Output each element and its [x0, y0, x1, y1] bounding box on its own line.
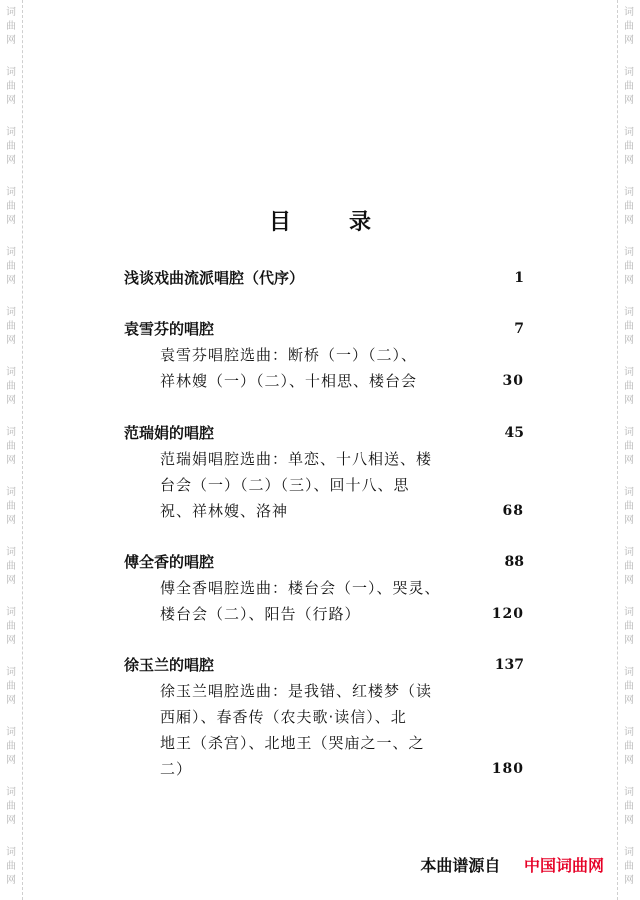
watermark-glyph: 曲 — [624, 681, 634, 692]
watermark-glyph: 曲 — [624, 501, 634, 512]
watermark-glyph: 曲 — [624, 741, 634, 752]
watermark-glyph: 网 — [6, 695, 16, 706]
watermark-glyph: 曲 — [624, 201, 634, 212]
watermark-glyph-group — [620, 6, 638, 48]
watermark-glyph: 网 — [624, 455, 634, 466]
toc-page-number: 88 — [504, 554, 524, 570]
toc-subentry-text: 袁雪芬唱腔选曲：断桥（一）（二）、 — [160, 346, 418, 364]
toc-section-1[interactable] — [124, 420, 524, 524]
toc-page-number: 45 — [504, 425, 524, 441]
watermark-glyph: 曲 — [624, 81, 634, 92]
watermark-glyph: 网 — [6, 275, 16, 286]
watermark-glyph: 词 — [624, 547, 634, 558]
watermark-glyph-group — [620, 726, 638, 768]
watermark-glyph: 网 — [624, 35, 634, 46]
watermark-glyph: 词 — [6, 787, 16, 798]
toc-subentry-text: 祝、祥林嫂、洛神 — [160, 502, 289, 520]
left-margin-watermark — [0, 0, 23, 900]
watermark-glyph: 词 — [6, 67, 16, 78]
watermark-glyph: 词 — [6, 607, 16, 618]
watermark-glyph: 曲 — [624, 141, 634, 152]
watermark-glyph: 网 — [624, 335, 634, 346]
watermark-glyph-group — [620, 306, 638, 348]
toc-section-title: 徐玉兰的唱腔 — [124, 656, 215, 674]
watermark-glyph: 网 — [6, 455, 16, 466]
watermark-glyph-group — [620, 846, 638, 888]
watermark-glyph: 网 — [624, 755, 634, 766]
watermark-glyph-group — [2, 126, 20, 168]
watermark-glyph: 曲 — [6, 21, 16, 32]
watermark-glyph: 曲 — [6, 681, 16, 692]
toc-page-number: 7 — [514, 321, 524, 337]
watermark-glyph: 网 — [624, 515, 634, 526]
watermark-glyph: 曲 — [624, 321, 634, 332]
watermark-glyph-group — [2, 246, 20, 288]
watermark-glyph: 词 — [624, 127, 634, 138]
watermark-glyph-group — [2, 726, 20, 768]
toc-subentry-text: 楼台会（二）、阳告（行路） — [160, 605, 361, 623]
toc-page-number: 68 — [502, 503, 524, 519]
toc-section-3[interactable] — [124, 652, 524, 782]
watermark-glyph: 网 — [624, 635, 634, 646]
toc-section-title: 傅全香的唱腔 — [124, 553, 215, 571]
toc-section-0[interactable] — [124, 316, 524, 394]
toc-section-2[interactable] — [124, 549, 524, 627]
watermark-glyph-group — [620, 486, 638, 528]
watermark-glyph: 网 — [6, 155, 16, 166]
watermark-glyph-group — [2, 306, 20, 348]
toc-entry-preface[interactable] — [124, 265, 524, 291]
watermark-glyph: 曲 — [6, 261, 16, 272]
toc-page-number: 180 — [491, 761, 524, 777]
watermark-glyph: 曲 — [6, 81, 16, 92]
watermark-glyph: 网 — [624, 815, 634, 826]
watermark-glyph: 网 — [624, 215, 634, 226]
watermark-glyph: 网 — [624, 695, 634, 706]
footer-source-text: 本曲谱源自 — [420, 856, 501, 875]
watermark-glyph-group — [620, 426, 638, 468]
toc-subentry-text: 傅全香唱腔选曲：楼台会（一）、哭灵、 — [160, 579, 441, 597]
toc-subentry-text: 地王（杀宫）、北地王（哭庙之一、之 — [160, 734, 425, 752]
toc-page-number: 1 — [514, 270, 524, 286]
toc-subentry-text: 祥林嫂（一）（二）、十相思、楼台会 — [160, 372, 418, 390]
right-margin-watermark — [617, 0, 640, 900]
toc-subentry-text: 范瑞娟唱腔选曲：单恋、十八相送、楼 — [160, 450, 433, 468]
watermark-glyph: 曲 — [6, 741, 16, 752]
watermark-glyph-group — [620, 666, 638, 708]
watermark-glyph-group — [620, 66, 638, 108]
watermark-glyph: 网 — [624, 155, 634, 166]
watermark-glyph: 曲 — [6, 201, 16, 212]
watermark-glyph: 词 — [624, 607, 634, 618]
watermark-glyph: 网 — [624, 575, 634, 586]
watermark-glyph: 网 — [6, 35, 16, 46]
watermark-glyph: 曲 — [624, 21, 634, 32]
watermark-glyph: 词 — [6, 187, 16, 198]
watermark-glyph: 网 — [6, 635, 16, 646]
footer-brand-link[interactable]: 中国词曲网 — [523, 856, 604, 875]
toc-subentry-text: 徐玉兰唱腔选曲：是我错、红楼梦（读 — [160, 682, 433, 700]
watermark-glyph: 网 — [624, 875, 634, 886]
watermark-glyph: 网 — [624, 275, 634, 286]
watermark-glyph: 网 — [6, 95, 16, 106]
toc-page-number: 30 — [502, 373, 524, 389]
watermark-glyph: 曲 — [6, 561, 16, 572]
watermark-glyph: 曲 — [6, 501, 16, 512]
watermark-glyph: 曲 — [624, 441, 634, 452]
watermark-glyph: 词 — [624, 847, 634, 858]
watermark-glyph: 曲 — [624, 801, 634, 812]
watermark-glyph: 词 — [6, 7, 16, 18]
watermark-glyph: 词 — [624, 187, 634, 198]
watermark-glyph: 网 — [6, 515, 16, 526]
watermark-glyph-group — [2, 846, 20, 888]
toc-page-number: 120 — [491, 606, 524, 622]
watermark-glyph-group — [2, 6, 20, 48]
watermark-glyph: 网 — [624, 395, 634, 406]
watermark-glyph: 网 — [6, 395, 16, 406]
watermark-glyph-group — [620, 786, 638, 828]
watermark-glyph: 曲 — [624, 261, 634, 272]
source-footer — [420, 853, 604, 876]
watermark-glyph: 词 — [624, 367, 634, 378]
watermark-glyph: 曲 — [6, 441, 16, 452]
toc-section-title: 范瑞娟的唱腔 — [124, 424, 215, 442]
watermark-glyph: 曲 — [624, 561, 634, 572]
watermark-glyph-group — [2, 606, 20, 648]
watermark-glyph: 网 — [6, 815, 16, 826]
watermark-glyph: 词 — [6, 547, 16, 558]
watermark-glyph-group — [620, 366, 638, 408]
watermark-glyph-group — [620, 546, 638, 588]
watermark-glyph: 网 — [6, 755, 16, 766]
watermark-glyph: 曲 — [624, 861, 634, 872]
watermark-glyph: 曲 — [6, 141, 16, 152]
watermark-glyph: 词 — [6, 127, 16, 138]
watermark-glyph: 词 — [6, 667, 16, 678]
watermark-glyph: 词 — [624, 787, 634, 798]
watermark-glyph-group — [620, 606, 638, 648]
watermark-glyph-group — [2, 426, 20, 468]
watermark-glyph: 曲 — [624, 621, 634, 632]
watermark-glyph-group — [2, 66, 20, 108]
toc-subentry-text: 西厢）、春香传（农夫歌·读信）、北 — [160, 708, 407, 726]
watermark-glyph: 曲 — [6, 621, 16, 632]
watermark-glyph: 词 — [624, 727, 634, 738]
watermark-glyph: 词 — [6, 427, 16, 438]
toc-section-title: 袁雪芬的唱腔 — [124, 320, 215, 338]
watermark-glyph: 词 — [624, 307, 634, 318]
watermark-glyph: 词 — [624, 247, 634, 258]
toc-subentry-text: 二） — [160, 760, 193, 778]
watermark-glyph: 词 — [624, 67, 634, 78]
watermark-glyph: 网 — [6, 875, 16, 886]
toc-entry-title: 浅谈戏曲流派唱腔（代序） — [124, 269, 305, 287]
toc-page-number: 137 — [494, 657, 524, 673]
watermark-glyph-group — [2, 786, 20, 828]
watermark-glyph: 词 — [6, 487, 16, 498]
watermark-glyph: 词 — [6, 247, 16, 258]
watermark-glyph: 词 — [624, 667, 634, 678]
watermark-glyph: 词 — [6, 847, 16, 858]
watermark-glyph-group — [620, 126, 638, 168]
watermark-glyph: 词 — [624, 487, 634, 498]
watermark-glyph-group — [2, 666, 20, 708]
watermark-glyph: 曲 — [6, 381, 16, 392]
watermark-glyph: 词 — [624, 7, 634, 18]
watermark-glyph: 网 — [6, 215, 16, 226]
watermark-glyph: 曲 — [624, 381, 634, 392]
toc-title: 目录 — [268, 210, 429, 235]
watermark-glyph: 曲 — [6, 321, 16, 332]
watermark-glyph: 网 — [6, 575, 16, 586]
watermark-glyph-group — [2, 546, 20, 588]
watermark-glyph: 词 — [624, 427, 634, 438]
watermark-glyph: 词 — [6, 367, 16, 378]
watermark-glyph: 词 — [6, 307, 16, 318]
watermark-glyph: 网 — [6, 335, 16, 346]
watermark-glyph-group — [2, 366, 20, 408]
toc-subentry-text: 台会（一）（二）（三）、回十八、思 — [160, 476, 410, 494]
watermark-glyph-group — [2, 486, 20, 528]
watermark-glyph: 曲 — [6, 861, 16, 872]
watermark-glyph: 曲 — [6, 801, 16, 812]
watermark-glyph: 词 — [6, 727, 16, 738]
watermark-glyph-group — [620, 246, 638, 288]
watermark-glyph: 网 — [624, 95, 634, 106]
